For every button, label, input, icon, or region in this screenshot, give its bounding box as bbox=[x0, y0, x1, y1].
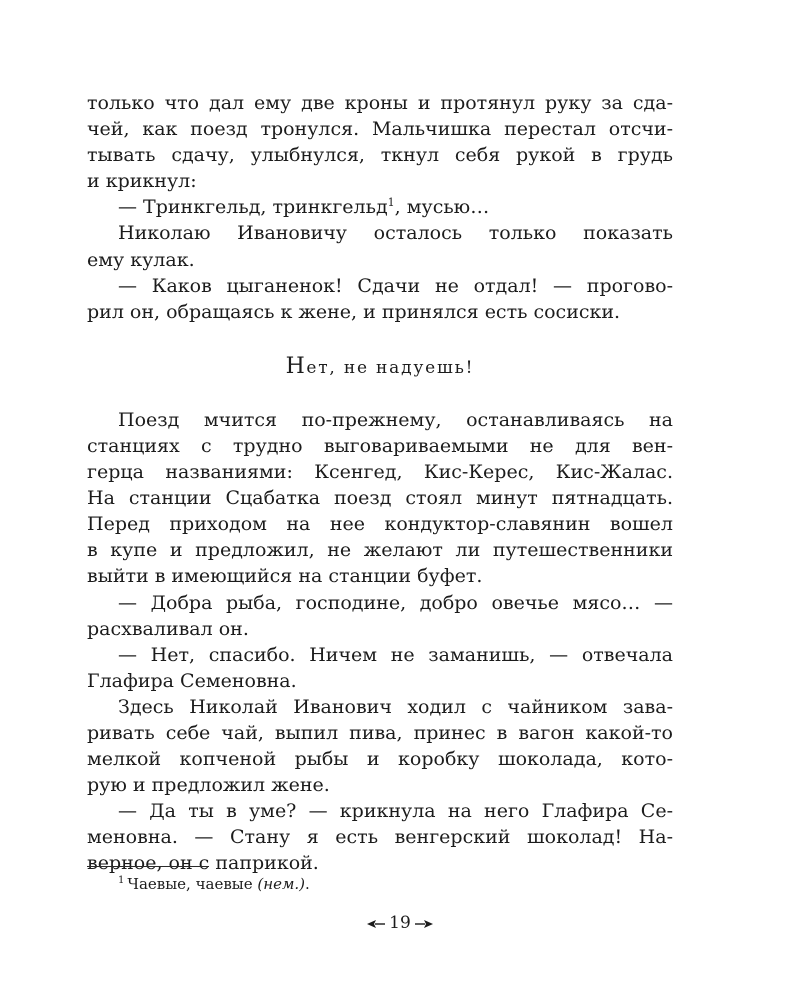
heading-rest: ет, не надуешь! bbox=[306, 357, 475, 378]
text-line: рую и предложил жене. bbox=[87, 774, 330, 797]
footnote-reference: 1 bbox=[387, 196, 395, 210]
footnote-number: 1 bbox=[118, 875, 125, 886]
left-ornament-icon bbox=[367, 913, 385, 935]
dialogue-text: — Тринкгельд, тринкгельд bbox=[118, 196, 388, 219]
text-line: меновна. — Стану я есть венгерский шоколад! На- bbox=[87, 826, 673, 849]
page-number: 19 bbox=[389, 913, 411, 933]
text-line: ему кулак. bbox=[87, 248, 195, 271]
text-line: — Нет, спасибо. Ничем не заманишь, — отвечала bbox=[118, 643, 673, 666]
text-line: рил он, обращаясь к жене, и принялся есть сосиски. bbox=[87, 300, 621, 323]
text-line: верное, он с паприкой. bbox=[87, 852, 319, 875]
page-body bbox=[87, 90, 673, 877]
text-line: На станции Сцабатка поезд стоял минут пятнадцать. bbox=[87, 487, 673, 510]
dialogue-line-tip bbox=[87, 194, 673, 220]
text-line: тывать сдачу, улыбнулся, ткнул себя рукой в грудь bbox=[87, 144, 673, 167]
footnote-language-note: (нем.) bbox=[257, 875, 306, 893]
text-line: Поезд мчится по-прежнему, останавливаясь на bbox=[118, 408, 673, 431]
heading-initial: Н bbox=[285, 353, 307, 379]
text-line: герца названиями: Ксенгед, Кис-Керес, Кис-Жалас. bbox=[87, 461, 673, 484]
text-line: только что дал ему две кроны и протянул руку за сда- bbox=[87, 92, 673, 114]
footnote-divider bbox=[87, 866, 209, 867]
text-line: и крикнул: bbox=[87, 170, 197, 193]
text-line: Глафира Семеновна. bbox=[87, 669, 297, 692]
text-line: — Да ты в уме? — крикнула на него Глафира Се- bbox=[118, 800, 673, 823]
text-line: чей, как поезд тронулся. Мальчишка перестал отсчи- bbox=[87, 118, 673, 141]
footnote-text: Чаевые, чаевые bbox=[127, 875, 258, 893]
right-ornament-icon bbox=[415, 913, 433, 935]
dialogue-text-end: , мусью… bbox=[394, 196, 490, 219]
text-line: ривать себе чай, выпил пива, принес в вагон какой-то bbox=[87, 721, 673, 744]
text-line: мелкой копченой рыбы и коробку шоколада, кото- bbox=[87, 748, 673, 771]
text-line: Здесь Николай Иванович ходил с чайником зава- bbox=[118, 695, 673, 718]
text-line: — Добра рыба, господине, добро овечье мясо… — bbox=[118, 591, 673, 614]
text-line: — Каков цыганенок! Сдачи не отдал! — прогово- bbox=[118, 274, 673, 297]
footnote-end: . bbox=[305, 875, 310, 893]
text-line: в купе и предложил, не желают ли путешественники bbox=[87, 539, 673, 562]
text-line: станциях с трудно выговариваемыми не для вен- bbox=[87, 434, 673, 457]
text-line: выйти в имеющийся на станции буфет. bbox=[87, 565, 483, 588]
chapter-heading bbox=[87, 353, 673, 381]
text-line: Николаю Ивановичу осталось только показать bbox=[118, 222, 673, 245]
footnote bbox=[118, 874, 310, 894]
text-line: расхваливал он. bbox=[87, 617, 249, 640]
text-line: Перед приходом на нее кондуктор-славянин вошел bbox=[87, 513, 673, 536]
page-number-folio bbox=[0, 912, 800, 935]
